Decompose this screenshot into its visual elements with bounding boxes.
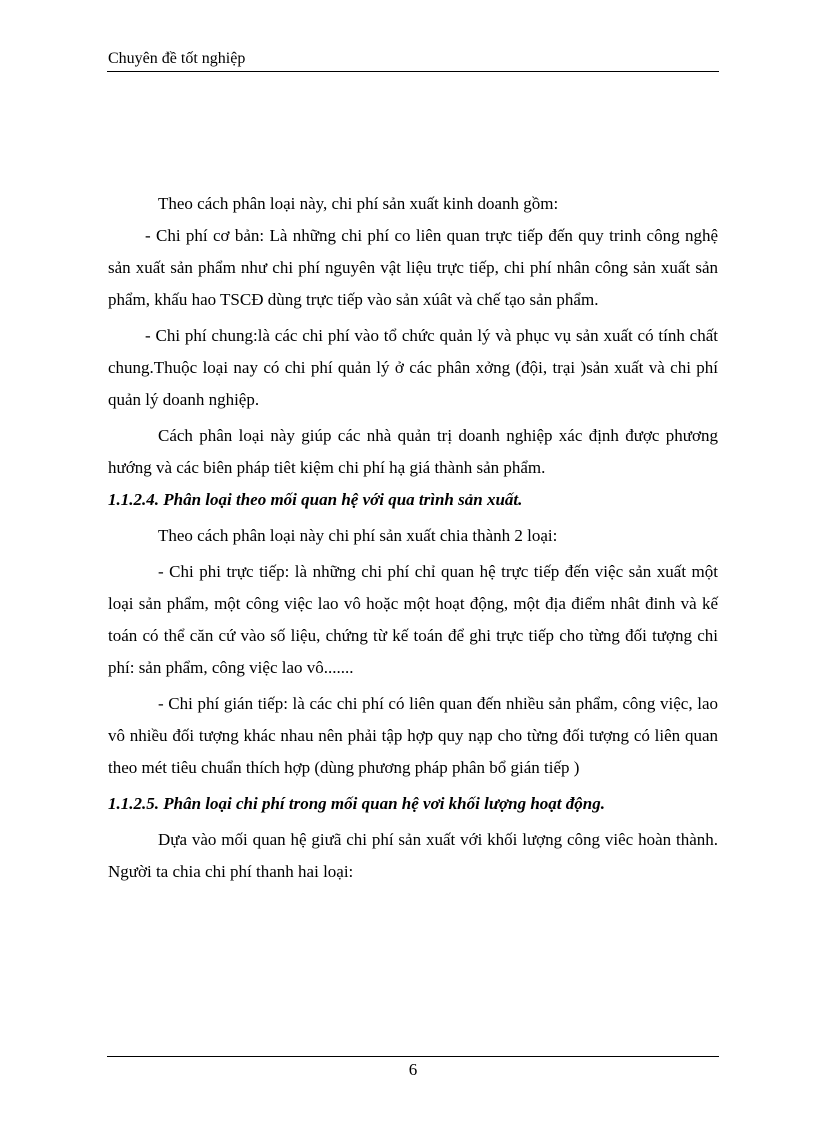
page-header	[107, 48, 719, 72]
section-heading-1-1-2-5: 1.1.2.5. Phân loại chi phí trong mối quan hệ vơi khối lượng hoạt động.	[108, 794, 605, 813]
page-number: 6	[408, 1060, 418, 1079]
paragraph-two-types: Theo cách phân loại này chi phí sản xuất chia thành 2 loại:	[158, 526, 558, 545]
paragraph-direct-cost: - Chi phi trực tiếp: là những chi phí chỉ quan hệ trực tiếp đến việc sản xuất một loại sản phẩm, một công việc lao vô hoặc một hoạt động, một địa điểm nhât đinh và kế toán có thể căn cứ vào số liệu, chứng từ kế toán để ghi trực tiếp cho từng đối tượng chi phí: sản phẩm, công việc lao vô.......	[108, 562, 718, 677]
paragraph-basic-cost: - Chi phí cơ bản: Là những chi phí co liên quan trực tiếp đến quy trinh công nghệ sản xuất sản phẩm như chi phí nguyên vật liệu trực tiếp, chi phí nhân công sản xuất sản phẩm, khấu hao TSCĐ dùng trực tiếp vào sản xúât và chế tạo sản phẩm.	[108, 226, 718, 309]
paragraph-general-cost: - Chi phí chung:là các chi phí vào tổ chức quản lý và phục vụ sản xuất có tính chất chung.Thuộc loại nay có chi phí quản lý ở các phân xởng (đội, trại )sản xuất và chi phí quản lý doanh nghiệp.	[108, 326, 718, 409]
paragraph-indirect-cost: - Chi phí gián tiếp: là các chi phí có liên quan đến nhiều sản phẩm, công việc, lao vô nhiều đối tượng khác nhau nên phải tập hợp quy nạp cho từng đối tượng có liên quan theo mét tiêu chuẩn thích hợp (dùng phương pháp phân bổ gián tiếp )	[108, 694, 718, 777]
paragraph-intro: Theo cách phân loại này, chi phí sản xuất kinh doanh gồm:	[158, 194, 559, 213]
page-footer	[107, 1056, 719, 1079]
paragraph-classification-benefit: Cách phân loại này giúp các nhà quản trị doanh nghiệp xác định được phương hướng và các biên pháp tiêt kiệm chi phí hạ giá thành sản phẩm.	[108, 426, 718, 477]
paragraph-volume-relation: Dựa vào mối quan hệ giưã chi phí sản xuất với khối lượng công viêc hoàn thành. Người ta chia chi phí thanh hai loại:	[108, 830, 718, 881]
document-body	[108, 188, 718, 888]
section-heading-1-1-2-4: 1.1.2.4. Phân loại theo mối quan hệ với qua trình sản xuất.	[108, 490, 523, 509]
header-title: Chuyên đề tốt nghiệp	[108, 50, 246, 67]
